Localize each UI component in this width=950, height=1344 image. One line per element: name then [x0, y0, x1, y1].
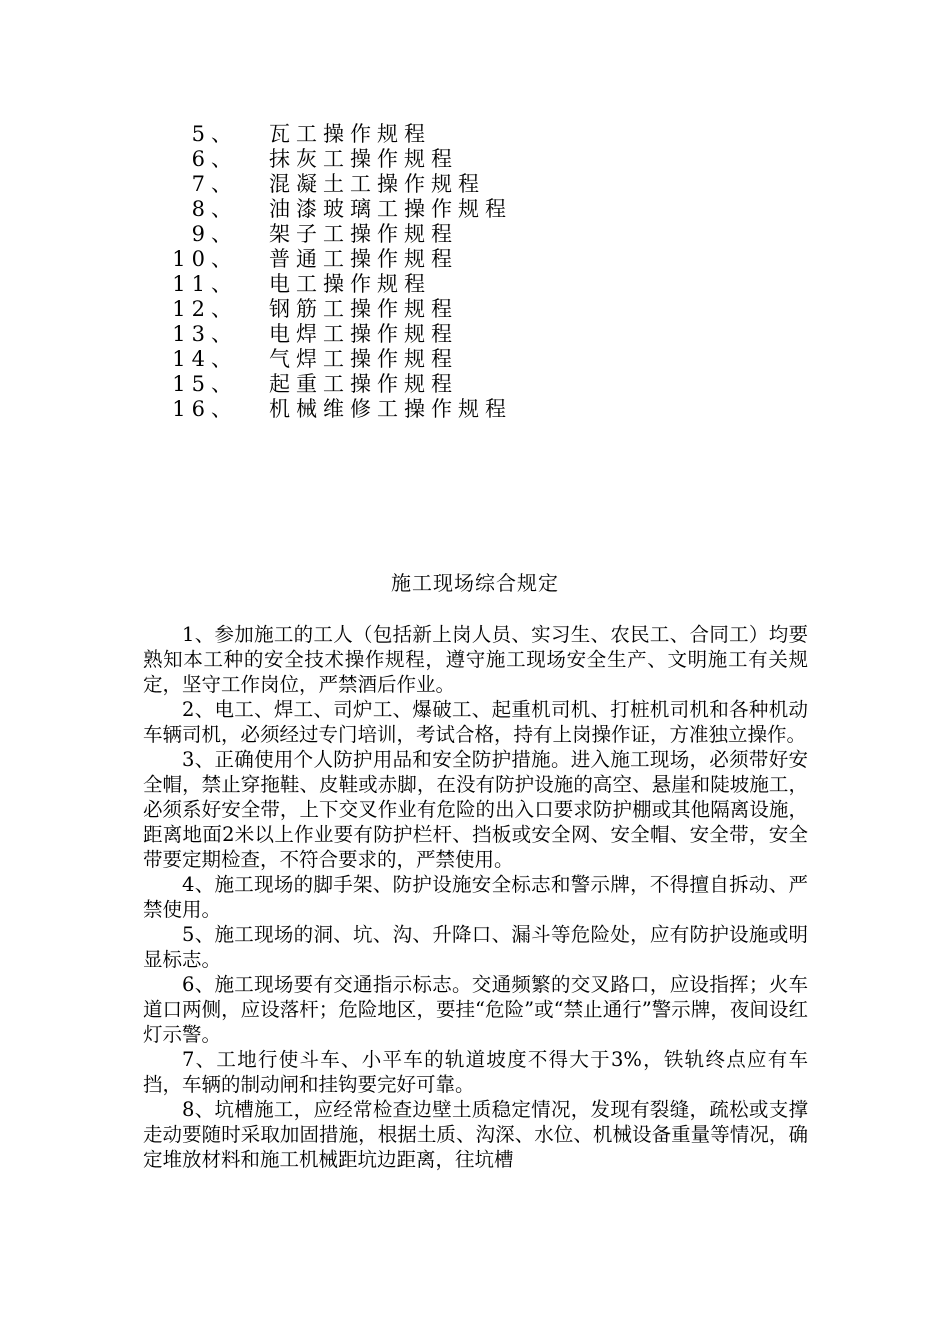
- list-item: [0, 197, 950, 222]
- list-item-number: 7、: [191, 172, 238, 196]
- list-item: [0, 322, 950, 347]
- list-item: [0, 147, 950, 172]
- list-item: [0, 247, 950, 272]
- list-item-number: 9、: [191, 222, 238, 246]
- regulation-paragraph: 2、电工、焊工、司炉工、爆破工、起重机司机、打桩机司机和各种机动车辆司机，必须经过专门培训，考试合格，持有上岗操作证，方准独立操作。: [143, 698, 808, 746]
- list-item-number: 5、: [191, 122, 238, 146]
- list-item-number: 6、: [191, 147, 238, 171]
- list-item: [0, 122, 950, 147]
- regulation-paragraph: 8、坑槽施工，应经常检查边壁土质稳定情况，发现有裂缝，疏松或支撑走动要随时采取加固措施，根据土质、沟深、水位、机械设备重量等情况，确定堆放材料和施工机械距坑边距离，往坑槽: [143, 1098, 808, 1171]
- list-item-title: 瓦工操作规程: [269, 122, 431, 146]
- list-item: [0, 347, 950, 372]
- list-item-title: 气焊工操作规程: [269, 347, 458, 371]
- regulation-paragraph: 1、参加施工的工人（包括新上岗人员、实习生、农民工、合同工）均要熟知本工种的安全技术操作规程，遵守施工现场安全生产、文明施工有关规定，坚守工作岗位，严禁酒后作业。: [143, 623, 808, 696]
- operation-rules-list: [0, 122, 950, 422]
- list-item-title: 普通工操作规程: [269, 247, 458, 271]
- list-item: [0, 222, 950, 247]
- list-item-title: 电焊工操作规程: [269, 322, 458, 346]
- list-item-number: 15、: [172, 372, 238, 396]
- list-item-number: 16、: [172, 397, 238, 421]
- list-item-title: 架子工操作规程: [269, 222, 458, 246]
- list-item-number: 14、: [172, 347, 238, 371]
- list-item-number: 12、: [172, 297, 238, 321]
- section-title: 施工现场综合规定: [391, 571, 559, 595]
- list-item-title: 混凝土工操作规程: [269, 172, 485, 196]
- list-item-number: 11、: [172, 272, 238, 296]
- list-item: [0, 272, 950, 297]
- list-item: [0, 397, 950, 422]
- list-item-title: 电工操作规程: [269, 272, 431, 296]
- list-item-title: 油漆玻璃工操作规程: [269, 197, 512, 221]
- regulation-paragraph: 7、工地行使斗车、小平车的轨道坡度不得大于3%，铁轨终点应有车挡，车辆的制动闸和挂钩要完好可靠。: [143, 1048, 808, 1096]
- list-item-title: 钢筋工操作规程: [269, 297, 458, 321]
- list-item-number: 13、: [172, 322, 238, 346]
- list-item: [0, 172, 950, 197]
- regulation-paragraph: 5、施工现场的洞、坑、沟、升降口、漏斗等危险处，应有防护设施或明显标志。: [143, 923, 808, 971]
- list-item-title: 机械维修工操作规程: [269, 397, 512, 421]
- regulation-paragraph: 4、施工现场的脚手架、防护设施安全标志和警示牌，不得擅自拆动、严禁使用。: [143, 873, 808, 921]
- list-item: [0, 372, 950, 397]
- list-item-title: 抹灰工操作规程: [269, 147, 458, 171]
- list-item: [0, 297, 950, 322]
- regulation-paragraph: 6、施工现场要有交通指示标志。交通频繁的交叉路口，应设指挥；火车道口两侧，应设落杆；危险地区，要挂“危险”或“禁止通行”警示牌，夜间设红灯示警。: [143, 973, 808, 1046]
- list-item-number: 8、: [191, 197, 238, 221]
- regulation-paragraph: 3、正确使用个人防护用品和安全防护措施。进入施工现场，必须带好安全帽，禁止穿拖鞋、皮鞋或赤脚，在没有防护设施的高空、悬崖和陡坡施工，必须系好安全带，上下交叉作业有危险的出入口要求防护棚或其他隔离设施，距离地面2米以上作业要有防护栏杆、挡板或安全网、安全帽、安全带，安全带要定期检查，不符合要求的，严禁使用。: [143, 748, 808, 871]
- list-item-title: 起重工操作规程: [269, 372, 458, 396]
- regulations-body: [143, 622, 808, 1172]
- list-item-number: 10、: [172, 247, 238, 271]
